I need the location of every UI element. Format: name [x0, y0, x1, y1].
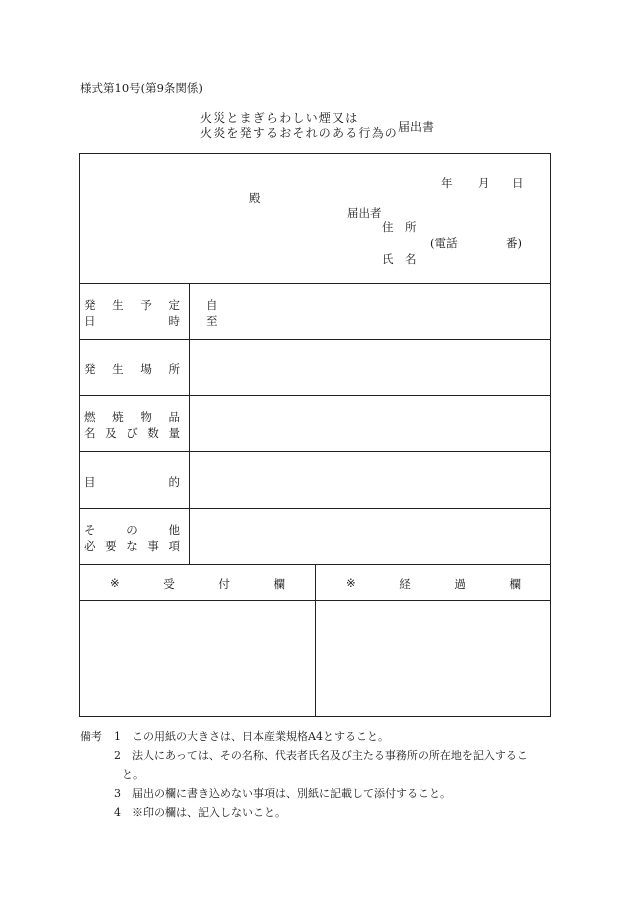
title-line-2: 火炎を発するおそれのある行為の: [200, 126, 399, 140]
purpose-label: 目 的: [84, 475, 180, 489]
label-column-divider: [189, 283, 190, 564]
datetime-from-label: 自: [206, 298, 218, 312]
reception-column-header: ※ 受 付 欄: [110, 576, 285, 591]
form-number: 様式第10号(第9条関係): [80, 81, 203, 95]
other-label-line2: 必 要 な 事 項: [84, 539, 180, 553]
phone-label: (電話: [430, 236, 458, 250]
row-divider: [79, 508, 551, 509]
name-label: 氏 名: [382, 252, 417, 266]
year-label: 年: [441, 176, 453, 190]
phone-suffix: 番): [506, 236, 522, 250]
addressee-suffix: 殿: [249, 191, 261, 205]
datetime-label-line1: 発 生 予 定: [84, 298, 180, 312]
progress-column-header: ※ 経 過 欄: [346, 576, 521, 591]
row-divider: [79, 283, 551, 284]
datetime-label-line2: 日 時: [84, 314, 180, 328]
row-divider: [79, 339, 551, 340]
bottom-column-divider: [315, 564, 316, 717]
other-label-line1: そ の 他: [84, 523, 180, 537]
notes-heading: 備考: [80, 730, 102, 743]
materials-label-line2: 名 及 び 数 量: [84, 426, 180, 440]
row-divider: [79, 395, 551, 396]
location-label: 発 生 場 所: [84, 362, 180, 376]
row-divider: [79, 451, 551, 452]
document-title: [200, 111, 398, 141]
address-label: 住 所: [382, 220, 417, 234]
materials-label-line1: 燃 焼 物 品: [84, 410, 180, 424]
title-line-1: 火災とまぎらわしい煙又は: [200, 111, 359, 125]
day-label: 日: [512, 176, 524, 190]
title-suffix: 届出書: [398, 120, 435, 134]
month-label: 月: [478, 176, 490, 190]
notifier-label: 届出者: [347, 206, 382, 220]
datetime-to-label: 至: [206, 314, 218, 328]
